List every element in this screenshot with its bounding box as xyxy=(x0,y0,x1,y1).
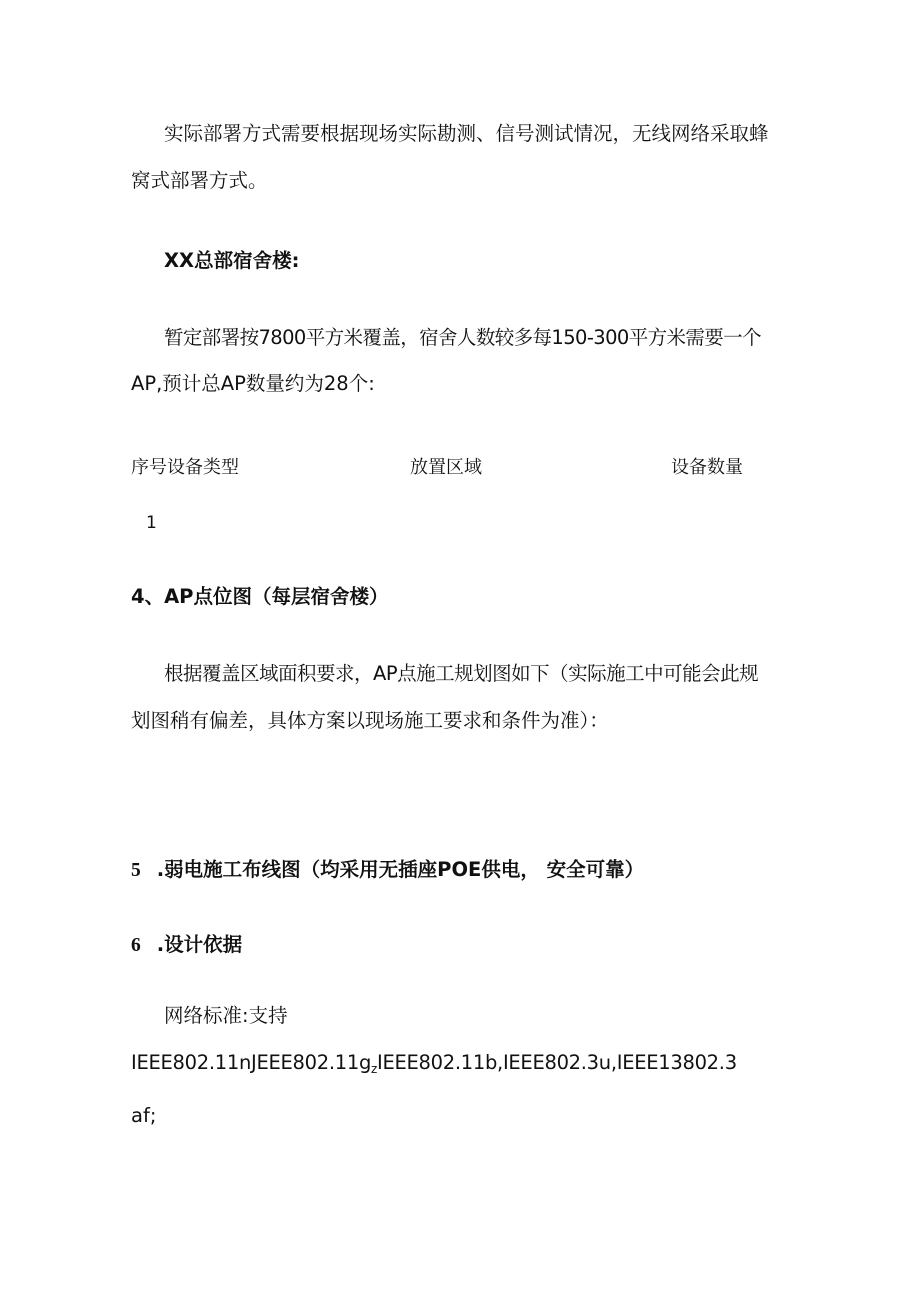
network-standard-list xyxy=(131,1050,737,1082)
paragraph-coverage-line1: 暂定部署按7800平方米覆盖，宿舍人数较多每150-300平方米需要一个 xyxy=(164,326,762,349)
section-5-number: 5 xyxy=(131,860,141,881)
paragraph-deploy-line2: 窝式部署方式。 xyxy=(131,169,268,192)
section-5-heading-row xyxy=(131,857,644,884)
section-6-heading: .设计依据 xyxy=(156,933,243,956)
table-header-count: 设备数量 xyxy=(671,457,743,478)
table-header-area: 放置区域 xyxy=(410,457,482,478)
section-6-number: 6 xyxy=(131,935,141,956)
dorm-heading: XX总部宿舍楼: xyxy=(164,249,300,272)
section-5-heading: .弱电施工布线图（均采用无插座POE供电， 安全可靠） xyxy=(156,858,645,881)
paragraph-deploy-line1: 实际部署方式需要根据现场实际勘测、信号测试情况，无线网络采取蜂 xyxy=(164,122,769,145)
paragraph-coverage-line2: AP,预计总AP数量约为28个: xyxy=(131,372,375,395)
section-6-heading-row xyxy=(131,932,242,959)
table-row-1-index: 1 xyxy=(146,513,157,533)
network-standard-label: 网络标准:支持 xyxy=(164,1004,288,1027)
section-4-line2: 划图稍有偏差，具体方案以现场施工要求和条件为准）： xyxy=(131,709,609,732)
network-standard-tail: af; xyxy=(131,1104,157,1127)
section-4-line1: 根据覆盖区域面积要求，AP点施工规划图如下（实际施工中可能会此规 xyxy=(164,662,759,685)
table-header-type: 序号设备类型 xyxy=(131,457,239,478)
section-4-heading: 4、AP点位图（每层宿舍楼） xyxy=(131,585,389,608)
network-standard-part1: IEEE802.11nJEEE802.11g xyxy=(131,1051,372,1074)
network-standard-part2: IEEE802.11b,IEEE802.3u,IEEE13802.3 xyxy=(377,1051,737,1074)
network-standard-subscript: z xyxy=(371,1062,378,1076)
